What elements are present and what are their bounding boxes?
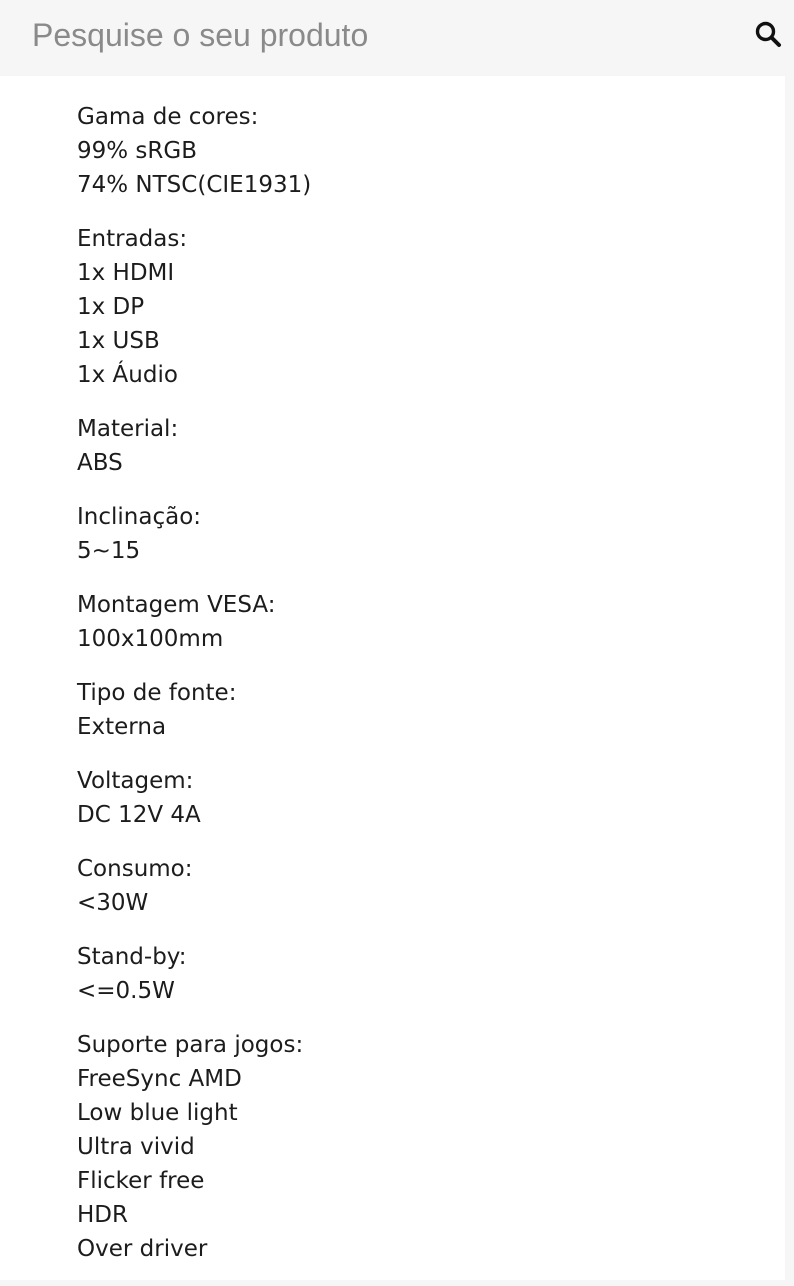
spec-value: 99% sRGB <box>77 138 197 164</box>
spec-value: Over driver <box>77 1236 208 1262</box>
spec-group <box>77 100 777 202</box>
spec-value: 74% NTSC(CIE1931) <box>77 172 312 198</box>
spec-value: ABS <box>77 450 123 476</box>
spec-group <box>77 1028 777 1266</box>
spec-group <box>77 222 777 392</box>
spec-value: 1x Áudio <box>77 362 178 388</box>
spec-list <box>77 100 777 1286</box>
spec-value: Flicker free <box>77 1168 205 1194</box>
spec-group <box>77 764 777 832</box>
spec-label: Montagem VESA: <box>77 592 276 618</box>
spec-group <box>77 588 777 656</box>
spec-group <box>77 852 777 920</box>
spec-label: Inclinação: <box>77 504 202 530</box>
spec-value: HDR <box>77 1202 128 1228</box>
spec-group <box>77 412 777 480</box>
search-button[interactable] <box>748 14 788 54</box>
spec-label: Stand-by: <box>77 944 187 970</box>
spec-label: Gama de cores: <box>77 104 259 130</box>
spec-group <box>77 676 777 744</box>
spec-label: Material: <box>77 416 179 442</box>
spec-value: 1x USB <box>77 328 160 354</box>
spec-value: Ultra vivid <box>77 1134 195 1160</box>
spec-value: Externa <box>77 714 167 740</box>
search-bar <box>0 0 794 76</box>
spec-value: 1x DP <box>77 294 145 320</box>
spec-label: Tipo de fonte: <box>77 680 237 706</box>
spec-value: Low blue light <box>77 1100 238 1126</box>
spec-value: DC 12V 4A <box>77 802 201 828</box>
spec-label: Voltagem: <box>77 768 194 794</box>
spec-value: 5~15 <box>77 538 141 564</box>
search-icon <box>754 20 782 48</box>
spec-label: Suporte para jogos: <box>77 1032 304 1058</box>
spec-group <box>77 940 777 1008</box>
spec-group <box>77 500 777 568</box>
search-input[interactable] <box>0 0 740 70</box>
spec-value: <=0.5W <box>77 978 175 1004</box>
spec-value: 100x100mm <box>77 626 224 652</box>
spec-label: Consumo: <box>77 856 193 882</box>
spec-label: Entradas: <box>77 226 188 252</box>
spec-value: FreeSync AMD <box>77 1066 242 1092</box>
spec-value: <30W <box>77 890 149 916</box>
spec-value: 1x HDMI <box>77 260 175 286</box>
product-description <box>0 76 785 1280</box>
